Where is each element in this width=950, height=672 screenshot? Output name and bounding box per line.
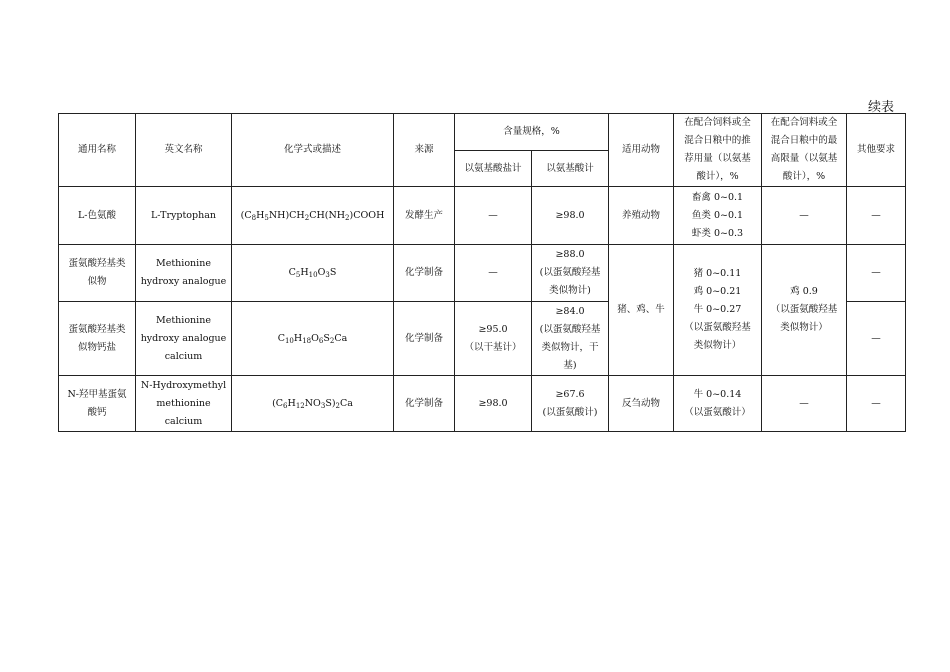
cell-other: — — [847, 376, 906, 432]
text-line: hydroxy analogue — [140, 332, 227, 344]
text-line: 鸡 0~0.21 — [693, 286, 742, 297]
cell-as-acid — [532, 376, 609, 432]
text-line: 牛 0~0.27 — [693, 304, 742, 315]
text-line: 类似物计) — [549, 285, 591, 296]
cell-common-name — [59, 302, 136, 376]
text-line: 混合日粮中的最 — [770, 135, 838, 146]
header-recommended — [674, 114, 762, 187]
cell-source: 化学制备 — [394, 245, 455, 302]
text-line: Methionine — [156, 314, 211, 326]
text-line: (以蛋氨酸计) — [542, 406, 598, 418]
cell-other: — — [847, 302, 906, 376]
text-line: 猪 0~0.11 — [693, 268, 742, 279]
text-line: ≥84.0 — [555, 305, 585, 317]
cell-as-salt — [455, 302, 532, 376]
cell-common-name: L-色氨酸 — [59, 187, 136, 245]
cell-english-name — [136, 245, 232, 302]
header-english-name: 英文名称 — [136, 114, 232, 187]
table-row — [59, 187, 906, 245]
cell-formula: $(C_8H_5NH)CH_2CH(NH_2)COOH$ — [232, 187, 394, 245]
cell-english-name: L-Tryptophan — [136, 187, 232, 245]
cell-formula: $C_5H_{10}O_3S$ — [232, 245, 394, 302]
text-line: 似物 — [87, 276, 107, 287]
text-line: (以蛋氨酸羟基 — [539, 323, 601, 335]
text-line: ≥67.6 — [555, 388, 585, 400]
text-line: 蛋氨酸羟基类 — [68, 258, 126, 269]
table-row — [59, 376, 906, 432]
text-line: 高限量（以氨基 — [770, 153, 838, 164]
cell-source: 化学制备 — [394, 376, 455, 432]
header-content-spec: 含量规格，% — [455, 114, 609, 151]
header-common-name: 通用名称 — [59, 114, 136, 187]
text-line: 牛 0~0.14 — [693, 388, 742, 400]
text-line: （以干基计） — [464, 341, 522, 353]
cell-other: — — [847, 187, 906, 245]
text-line: 在配合饲料或全 — [684, 117, 751, 128]
text-line: Methionine — [156, 258, 211, 269]
cell-english-name — [136, 302, 232, 376]
text-line: 酸计），% — [782, 171, 826, 182]
header-formula: 化学式或描述 — [232, 114, 394, 187]
continued-label: 续表 — [867, 100, 894, 115]
text-line: calcium — [164, 350, 203, 362]
text-line: N-羟甲基蛋氨 — [67, 388, 127, 400]
header-as-acid: 以氨基酸计 — [532, 151, 609, 187]
cell-english-name — [136, 376, 232, 432]
text-line: 类似物计） — [693, 340, 742, 351]
cell-other: — — [847, 245, 906, 302]
text-line: ≥95.0 — [478, 323, 508, 335]
text-line: （以蛋氨酸羟基 — [770, 304, 838, 315]
text-line: 畜禽 0~0.1 — [691, 191, 744, 203]
text-line: 基) — [563, 359, 577, 371]
text-line: methionine calcium — [156, 397, 211, 427]
text-line: 鱼类 0~0.1 — [691, 209, 744, 221]
cell-recommended-merged — [674, 245, 762, 376]
cell-as-acid: ≥98.0 — [532, 187, 609, 245]
text-line: 类似物计，干 — [541, 341, 599, 353]
header-as-salt: 以氨基酸盐计 — [455, 151, 532, 187]
header-source: 来源 — [394, 114, 455, 187]
cell-common-name — [59, 376, 136, 432]
text-line: 虾类 0~0.3 — [691, 227, 744, 239]
cell-as-salt: ≥98.0 — [455, 376, 532, 432]
text-line: 类似物计） — [780, 322, 828, 333]
cell-recommended — [674, 376, 762, 432]
cell-formula: $C_{10}H_{18}O_6S_2Ca$ — [232, 302, 394, 376]
cell-animals: 养殖动物 — [609, 187, 674, 245]
cell-max: — — [762, 187, 847, 245]
text-line: hydroxy analogue — [140, 276, 227, 287]
cell-as-salt: — — [455, 187, 532, 245]
text-line: 似物钙盐 — [77, 341, 116, 353]
text-line: 混合日粮中的推 — [684, 135, 751, 146]
feed-additive-table — [58, 113, 906, 432]
text-line: 在配合饲料或全 — [770, 117, 838, 128]
cell-max: — — [762, 376, 847, 432]
table-row — [59, 245, 906, 302]
cell-source: 发酵生产 — [394, 187, 455, 245]
cell-recommended — [674, 187, 762, 245]
header-animals: 适用动物 — [609, 114, 674, 187]
text-line: 酸钙 — [87, 406, 107, 418]
text-line: (以蛋氨酸羟基 — [539, 267, 601, 278]
text-line: 荐用量（以氨基 — [684, 153, 751, 164]
cell-formula: $(C_6H_{12}NO_3S)_2Ca$ — [232, 376, 394, 432]
text-line: （以蛋氨酸计） — [684, 406, 751, 418]
cell-as-acid — [532, 302, 609, 376]
text-line: （以蛋氨酸羟基 — [684, 322, 751, 333]
header-other: 其他要求 — [847, 114, 906, 187]
cell-max-merged — [762, 245, 847, 376]
header-max — [762, 114, 847, 187]
cell-animals: 反刍动物 — [609, 376, 674, 432]
cell-animals-merged: 猪、鸡、牛 — [609, 245, 674, 376]
text-line: N-Hydroxymethyl — [140, 379, 227, 391]
text-line: 酸计），% — [696, 171, 739, 182]
text-line: 鸡 0.9 — [790, 286, 818, 297]
text-line: ≥88.0 — [555, 249, 585, 260]
cell-as-salt: — — [455, 245, 532, 302]
cell-source: 化学制备 — [394, 302, 455, 376]
cell-as-acid — [532, 245, 609, 302]
cell-common-name — [59, 245, 136, 302]
text-line: 蛋氨酸羟基类 — [68, 323, 126, 335]
